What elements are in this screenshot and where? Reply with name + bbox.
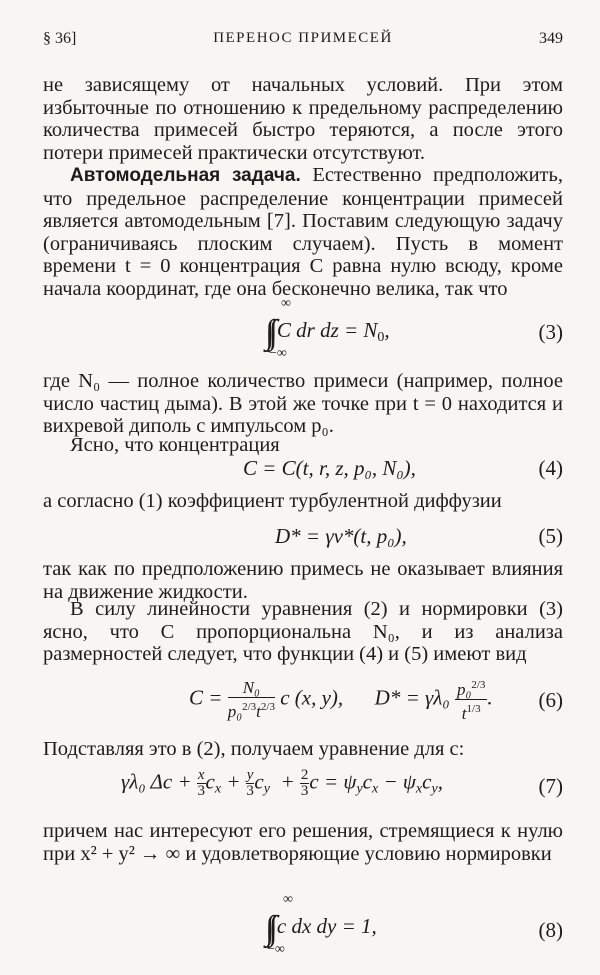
eq3-number: (3)	[538, 320, 563, 344]
eq6-rhs: D* = γλ₀	[374, 685, 450, 710]
eq6-num2-exp: 2/3	[471, 679, 486, 691]
paragraph-7: В силу линейности уравнения (2) и нормировки (3) ясно, что C пропорциональна N₀, и из анализа размерностей следует, что функции (4) и (5) имеют вид	[43, 598, 563, 665]
paragraph-4: Ясно, что концентрация	[70, 434, 280, 456]
eq6-den-t: t	[256, 701, 261, 721]
equation-4	[43, 454, 563, 484]
eq6-lhs: C =	[189, 685, 223, 710]
section-lead: Автомодельная задача.	[70, 165, 301, 186]
paragraph-3: где N₀ — полное количество примеси (например, полное число частиц дыма). В этой же точке при t = 0 находится и вихревой диполь с импульсом p₀.	[43, 370, 563, 437]
eq5-text: D* = γν*(t, p₀),	[275, 524, 407, 548]
page-header	[43, 30, 563, 54]
eq7-frac-x: $\frac{x}{3}$	[197, 767, 205, 799]
paragraph-2	[43, 164, 563, 300]
paragraph-8: Подставляя это в (2), получаем уравнение для c:	[43, 738, 465, 760]
eq3-tail: ,	[384, 318, 390, 342]
eq6-den-base: p₀	[227, 701, 243, 721]
eq7-frac-2: $\frac{2}{3}$	[300, 767, 309, 799]
running-title: ПЕРЕНОС ПРИМЕСЕЙ	[213, 30, 393, 46]
equation-3	[43, 296, 563, 361]
eq6-den-exp1: 2/3	[242, 700, 257, 713]
eq6-numerator: N₀	[228, 679, 275, 698]
eq8-integrand: c dx dy = 1,	[276, 914, 377, 938]
eq3-integrand: C dr dz = N	[276, 318, 378, 342]
eq3-upper-limit: ∞	[281, 296, 291, 311]
double-integral-sign: ∫∫	[265, 314, 272, 351]
eq7-frac-y: $\frac{y}{3}$	[246, 767, 254, 799]
eq7-cy: c	[254, 769, 264, 794]
eq7-part1: γλ₀ Δc +	[121, 769, 192, 794]
equation-6	[43, 672, 563, 728]
eq8-upper-limit: ∞	[283, 892, 293, 907]
eq7-part4: c = ψ	[309, 769, 357, 794]
eq3-lower-limit: −∞	[269, 346, 287, 361]
section-ref: § 36]	[43, 30, 77, 47]
paragraph-9: причем нас интересуют его решения, стремящиеся к нулю при x² + y² → ∞ и удовлетворяющие условию нормировки	[43, 820, 563, 865]
eq6-tail1: c (x, y),	[280, 685, 344, 710]
equation-8	[43, 892, 563, 957]
eq4-text: C = C(t, r, z, p₀, N₀),	[243, 456, 416, 480]
eq6-den2-exp: 1/3	[466, 703, 481, 715]
eq6-fraction-1	[228, 679, 275, 721]
eq6-number: (6)	[538, 688, 563, 712]
eq6-den2: t	[461, 704, 467, 723]
eq8-lower-limit: −∞	[267, 942, 285, 957]
eq6-num2: p₀	[456, 680, 472, 699]
paragraph-6: так как по предположению примесь не оказывает влияния на движение жидкости.	[43, 558, 563, 603]
paragraph-1: не зависящему от начальных условий. При этом избыточные по отношению к предельному распределению количества примесей быстро теряются, а после этого потери примесей практически отсутствуют.	[43, 74, 563, 164]
eq7-part5: − ψ	[383, 769, 416, 794]
eq7-number: (7)	[538, 774, 563, 798]
eq6-tail2: .	[487, 685, 493, 710]
double-integral-sign-8: ∫∫	[265, 910, 272, 947]
equation-5	[43, 524, 563, 554]
eq7-cx: c	[205, 769, 215, 794]
eq6-fraction-2	[455, 676, 487, 723]
eq6-den-exp2: 2/3	[260, 700, 275, 713]
paragraph-5: а согласно (1) коэффициент турбулентной диффузии	[43, 490, 502, 512]
equation-7: γλ₀ Δc + $\frac{x}{3}$ $c_x$ + $\frac{y}{3}$ $c_y$ + $\frac{2}{3}$ $c = \psi_yc_x - \psi_xc_y$, (7)	[121, 767, 563, 799]
eq4-number: (4)	[538, 456, 563, 480]
eq5-number: (5)	[538, 524, 563, 548]
eq3-sub: 0	[377, 330, 385, 345]
paragraph-2-text: Естественно предположить, что предельное распределение концентрации примесей является автомодельным [7]. Поставим следующую задачу (ограничиваясь плоским случаем). Пусть в момент времени t = 0 концентрация C равна нулю всюду, кроме начала координат, где она бесконечно велика, так что	[43, 164, 563, 300]
page-number: 349	[539, 30, 563, 47]
eq8-number: (8)	[538, 918, 563, 942]
